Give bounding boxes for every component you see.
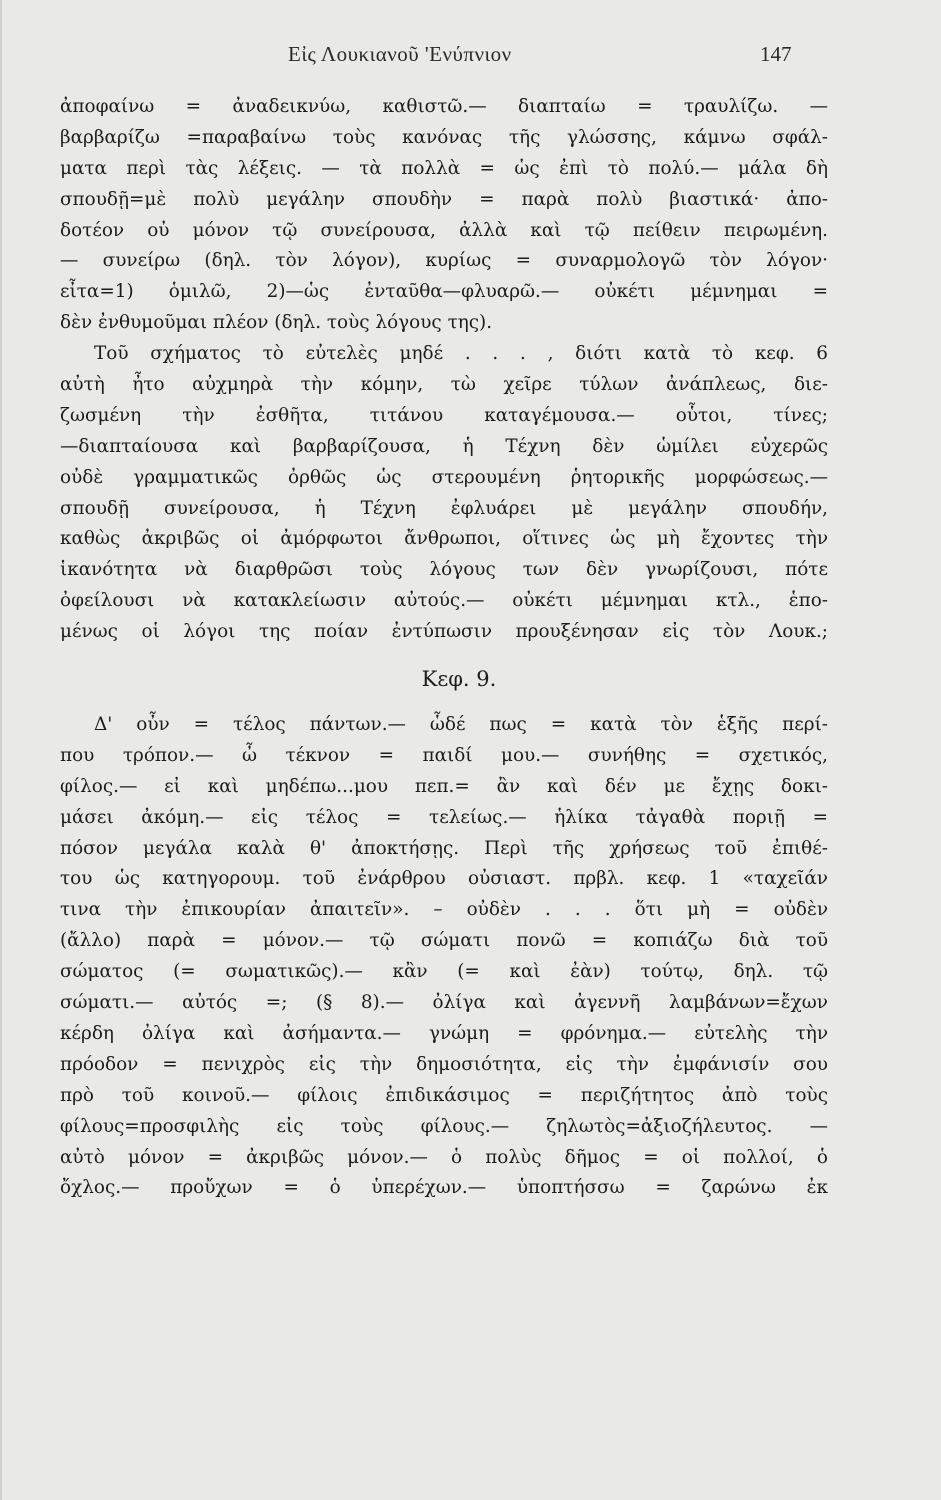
- chapter-heading: Κεφ. 9.: [421, 667, 497, 692]
- text-line: ἀποφαίνω = ἀναδεικνύω, καθιστῶ.— διαπταίω = τραυλίζω. —: [60, 96, 828, 117]
- text-line: πρὸ τοῦ κοινοῦ.— φίλοις ἐπιδικάσιμος = περιζήτητος ἀπὸ τοὺς: [60, 1084, 828, 1106]
- text-line: μάσει ἀκόμη.— εἰς τέλος = τελείως.— ἡλίκα τἀγαθὰ ποριῇ =: [60, 806, 828, 828]
- text-line: εἶτα=1) ὁμιλῶ, 2)—ὡς ἐνταῦθα—φλυαρῶ.— οὐκέτι μέμνημαι =: [60, 281, 828, 303]
- text-line: δὲν ἐνθυμοῦμαι πλέον (δηλ. τοὺς λόγους της).: [60, 312, 493, 334]
- text-line: βαρβαρίζω =παραβαίνω τοὺς κανόνας τῆς γλώσσης, κάμνω σφάλ-: [60, 126, 828, 148]
- text-line: — συνείρω (δηλ. τὸν λόγον), κυρίως = συναρμολογῶ τὸν λόγον·: [60, 250, 828, 272]
- text-line: τινα τὴν ἐπικουρίαν ἀπαιτεῖν». – οὐδὲν . . . ὅτι μὴ = οὐδὲν: [60, 899, 828, 921]
- text-line: —διαπταίουσα καὶ βαρβαρίζουσα, ἡ Τέχνη δὲν ὡμίλει εὐχερῶς: [60, 435, 828, 457]
- text-line: οὐδὲ γραμματικῶς ὀρθῶς ὡς στερουμένη ῥητορικῆς μορφώσεως.—: [60, 466, 828, 488]
- commentary-text: [60, 92, 828, 1204]
- text-line: ματα περὶ τὰς λέξεις. — τὰ πολλὰ = ὡς ἐπὶ τὸ πολύ.— μάλα δὴ: [60, 157, 828, 179]
- text-line: φίλους=προσφιλὴς εἰς τοὺς φίλους.— ζηλωτὸς=ἀξιοζήλευτος. —: [60, 1115, 828, 1137]
- text-line: μένως οἱ λόγοι της ποίαν ἐντύπωσιν προυξένησαν εἰς τὸν Λουκ.;: [60, 621, 828, 643]
- text-line: σπουδῇ=μὲ πολὺ μεγάλην σπουδὴν = παρὰ πολὺ βιαστικά· ἀπο-: [60, 188, 828, 210]
- text-line: αὐτὴ ἦτο αὐχμηρὰ τὴν κόμην, τὼ χεῖρε τύλων ἀνάπλεως, διε-: [60, 374, 828, 396]
- text-line: δοτέον οὐ μόνον τῷ συνείρουσα, ἀλλὰ καὶ τῷ πείθειν πειρωμένη.: [60, 219, 828, 241]
- text-line: σπουδῇ συνείρουσα, ἡ Τέχνη ἐφλυάρει μὲ μεγάλην σπουδήν,: [60, 497, 828, 519]
- text-line: ὀφείλουσι νὰ κατακλείωσιν αὐτούς.— οὐκέτι μέμνημαι κτλ., ἑπο-: [60, 590, 828, 612]
- text-line: σώματι.— αὐτός =; (§ 8).— ὀλίγα καὶ ἀγεννῆ λαμβάνων=ἔχων: [60, 992, 828, 1014]
- text-line: αὐτὸ μόνον = ἀκριβῶς μόνον.— ὁ πολὺς δῆμος = οἱ πολλοί, ὁ: [60, 1146, 828, 1168]
- page-number: 147: [760, 42, 792, 66]
- text-line: ζωσμένη τὴν ἐσθῆτα, τιτάνου καταγέμουσα.— οὗτοι, τίνες;: [60, 404, 828, 426]
- text-line: Δ' οὖν = τέλος πάντων.— ὧδέ πως = κατὰ τὸν ἑξῆς περί-: [94, 714, 828, 736]
- text-line: σώματος (= σωματικῶς).— κἂν (= καὶ ἐὰν) τούτῳ, δηλ. τῷ: [60, 961, 828, 983]
- text-line: του ὡς κατηγορουμ. τοῦ ἐνάρθρου οὐσιαστ. πρβλ. κεφ. 1 «ταχεῖάν: [60, 868, 828, 890]
- text-line: φίλος.— εἰ καὶ μηδέπω...μου πεπ.= ἂν καὶ δέν με ἔχῃς δοκι-: [60, 775, 828, 797]
- text-line: καθὼς ἀκριβῶς οἱ ἀμόρφωτοι ἄνθρωποι, οἵτινες ὡς μὴ ἔχοντες τὴν: [60, 528, 828, 550]
- text-line: (ἄλλο) παρὰ = μόνον.— τῷ σώματι πονῶ = κοπιάζω διὰ τοῦ: [60, 930, 828, 952]
- text-line: πόσον μεγάλα καλὰ θ' ἀποκτήσῃς. Περὶ τῆς χρήσεως τοῦ ἐπιθέ-: [60, 837, 828, 859]
- text-line: κέρδη ὀλίγα καὶ ἀσήμαντα.— γνώμη = φρόνημα.— εὐτελὴς τὴν: [60, 1022, 828, 1044]
- text-line: ὄχλος.— προὔχων = ὁ ὑπερέχων.— ὑποπτήσσω = ζαρώνω ἐκ: [60, 1177, 828, 1199]
- text-line: ἱκανότητα νὰ διαρθρῶσι τοὺς λόγους των δὲν γνωρίζουσι, πότε: [60, 559, 828, 581]
- text-line: πρόοδον = πενιχρὸς εἰς τὴν δημοσιότητα, εἰς τὴν ἐμφάνισίν σου: [60, 1053, 828, 1075]
- text-line: που τρόπον.— ὦ τέκνον = παιδί μου.— συνήθης = σχετικός,: [60, 744, 828, 766]
- text-line: Τοῦ σχήματος τὸ εὐτελὲς μηδέ . . . , διότι κατὰ τὸ κεφ. 6: [94, 343, 828, 365]
- running-title: Εἰς Λουκιανοῦ 'Ενύπνιον: [288, 42, 512, 66]
